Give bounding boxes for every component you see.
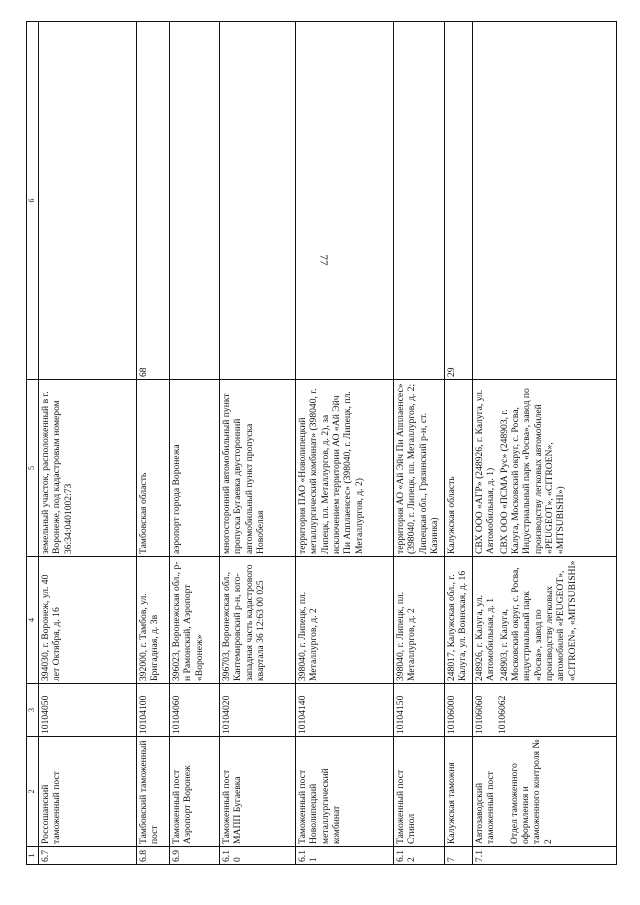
table-row xyxy=(445,22,473,865)
post-extra xyxy=(170,22,220,380)
header-cell: 1 xyxy=(27,847,39,865)
post-code: 10104050 xyxy=(39,684,137,737)
post-name: Таможенный пост МАПП Бугаевка xyxy=(220,737,296,847)
customs-posts-table xyxy=(26,21,617,865)
post-code: 10104100 xyxy=(137,684,170,737)
post-extra xyxy=(220,22,296,380)
row-number: 7 xyxy=(445,847,473,865)
header-cell: 6 xyxy=(27,22,39,380)
table-row xyxy=(170,22,220,865)
post-code: 10106060 xyxy=(474,695,485,734)
post-address: 248017, Калужская обл., г. Калуга, ул. Воинская, д. 16 xyxy=(445,557,473,684)
post-region-cell xyxy=(473,380,617,557)
header-cell: 3 xyxy=(27,684,39,737)
post-code: 10104150 xyxy=(394,684,445,737)
post-name: Тамбовский таможенный пост xyxy=(137,737,170,847)
table-row xyxy=(137,22,170,865)
post-address-cell xyxy=(473,557,617,684)
post-code-cell xyxy=(473,684,617,737)
post-extra: 29 xyxy=(445,22,473,380)
post-code: 10104020 xyxy=(220,684,296,737)
post-code: 10104060 xyxy=(170,684,220,737)
post-region: территория АО «Ай Эйч Пи Апплаенсес» (398040, г. Липецк, пл. Металлургов, д. 2; Липецкая обл., Грязинский р-н, ст. Казинка) xyxy=(394,380,445,557)
post-region: земельный участок, расположенный в г. Воронеже, под кадастровым номером 36:34:0401002:73 xyxy=(39,380,137,557)
header-cell: 4 xyxy=(27,557,39,684)
post-region: СВХ ООО «АГР» (248926, г. Калуга, ул. Автомобильная, д. 1) xyxy=(474,389,497,554)
post-code-sub: 10106062 xyxy=(497,695,509,734)
table-row xyxy=(296,22,394,865)
post-name: Таможенный пост Новолипецкий металлургический комбинат xyxy=(296,737,394,847)
header-row xyxy=(27,22,39,865)
row-number: 6.10 xyxy=(220,847,296,865)
table-row xyxy=(220,22,296,865)
post-extra xyxy=(394,22,445,380)
row-number: 7.1 xyxy=(473,847,617,865)
post-address: 398040, г. Липецк, пл. Металлургов, д. 2 xyxy=(394,557,445,684)
table-row xyxy=(394,22,445,865)
post-region: Тамбовская область xyxy=(137,380,170,557)
post-address: 396023, Воронежская обл., р-н Рамонский, Аэропорт «Воронеж» xyxy=(170,557,220,684)
post-region: территория ПАО «Новолипецкий металлургический комбинат» (398040, г. Липецк, пл. Металлургов, д. 2), за исключением территории АО «Ай Эйч Пи Апплаенсес» (398040, г. Липецк, пл. Металлургов, д. 2) xyxy=(296,380,394,557)
post-address: 398040, г. Липецк, пл. Металлургов, д. 2 xyxy=(296,557,394,684)
post-name: Россошанский таможенный пост xyxy=(39,737,137,847)
page-number: 77 xyxy=(317,254,330,266)
post-extra xyxy=(296,22,394,380)
post-region-sub: СВХ ООО «ПСМА Рус» (248903, г. Калуга, Московский округ, с. Росва, Индустриальный парк «Росва», завод по производству легковых автомобилей «PEUGEOT», «CITROEN», «MITSUBISHI») xyxy=(498,388,567,554)
post-address: 248926, г. Калуга, ул. Автомобильная, д. 1 xyxy=(474,595,497,681)
post-code: 10104140 xyxy=(296,684,394,737)
post-region: аэропорт города Воронежа xyxy=(170,380,220,557)
post-region: многосторонний автомобильный пункт пропуска Бугаевка двусторонний автомобильный пункт пропуска Новобелая xyxy=(220,380,296,557)
table-row xyxy=(473,22,617,865)
post-name: Калужская таможня xyxy=(445,737,473,847)
post-extra: 68 xyxy=(137,22,170,380)
post-address-sub: 248903, г. Калуга, Московский округ, с. Росва, индустриальный парк «Росва», завод по производству легковых автомобилей «PEUGEOT», «CITROEN», «MITSUBISHI» xyxy=(498,560,578,681)
post-address: 392000, г. Тамбов, ул. Бригадная, д. 3в xyxy=(137,557,170,684)
row-number: 6.7 xyxy=(39,847,137,865)
post-region: Калужская область xyxy=(445,380,473,557)
post-name-cell xyxy=(473,737,617,847)
post-extra xyxy=(39,22,137,380)
row-number: 6.12 xyxy=(394,847,445,865)
post-address: 396703, Воронежская обл., Кантемировский р-н, юго-западная часть кадастрового квартала 36 12:63 00 025 xyxy=(220,557,296,684)
post-code: 10106000 xyxy=(445,684,473,737)
post-name: Таможенный пост Аэропорт Воронеж xyxy=(170,737,220,847)
customs-table-wrapper xyxy=(26,22,615,865)
header-cell: 2 xyxy=(27,737,39,847)
header-cell: 5 xyxy=(27,380,39,557)
row-number: 6.11 xyxy=(296,847,394,865)
post-name: Автозаводский таможенный пост xyxy=(474,771,497,844)
post-address: 394030, г. Воронеж, ул. 40 лет Октября, д. 16 xyxy=(39,557,137,684)
post-name-sub: Отдел таможенного оформления и таможенного контроля № 2 xyxy=(508,739,554,844)
post-name: Таможенный пост Стинол xyxy=(394,737,445,847)
row-number: 6.9 xyxy=(170,847,220,865)
table-row xyxy=(39,22,137,865)
row-number: 6.8 xyxy=(137,847,170,865)
post-extra xyxy=(473,22,617,380)
